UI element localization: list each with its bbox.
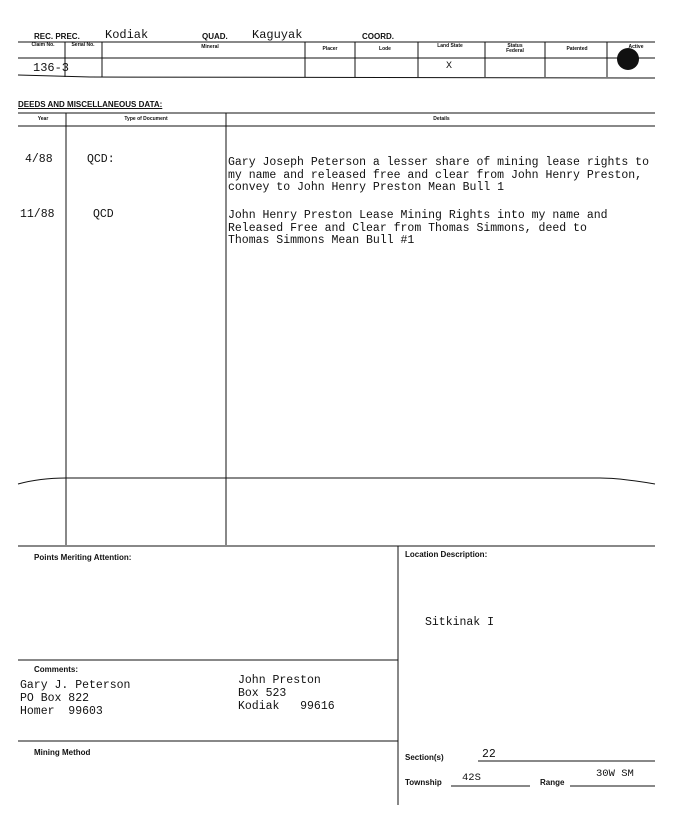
deeds-type-header: Type of Document [124, 116, 168, 122]
deeds-section-title: DEEDS AND MISCELLANEOUS DATA: [18, 100, 163, 109]
mining-method-label: Mining Method [34, 748, 91, 757]
location-description-label: Location Description: [405, 550, 488, 559]
deeds-details-header: Details [433, 116, 450, 122]
comments-left-address: Gary J. Peterson PO Box 822 Homer 99603 [20, 679, 131, 718]
deed-row-2-year: 11/88 [20, 208, 55, 221]
section-label: Section(s) [405, 753, 444, 762]
claim-no-value: 136-3 [33, 61, 70, 75]
deed-row-2-type: QCD [93, 208, 114, 221]
active-marker-dot [617, 48, 639, 70]
range-value: 30W SM [596, 768, 634, 780]
location-description-value: Sitkinak I [425, 616, 495, 629]
deed-row-1-year: 4/88 [25, 153, 53, 166]
deeds-year-header: Year [37, 116, 49, 122]
comments-right-address: John Preston Box 523 Kodiak 99616 [238, 674, 335, 713]
section-value: 22 [482, 748, 496, 761]
serial-no-header: Serial No. [71, 42, 95, 48]
township-value: 42S [462, 772, 481, 784]
status-federal-header: Status Federal [506, 43, 524, 54]
quad-value: Kaguyak [252, 28, 303, 42]
claim-no-header: Claim No. [31, 42, 55, 48]
rec-prec-value: Kodiak [105, 28, 149, 42]
lode-header: Lode [379, 46, 391, 52]
points-meriting-attention-label: Points Meriting Attention: [34, 553, 132, 562]
comments-label: Comments: [34, 665, 79, 674]
mineral-header: Mineral [201, 44, 219, 50]
deed-row-1-details: Gary Joseph Peterson a lesser share of mining lease rights to my name and released free and clear from John Henry Preston, convey to John Henry Preston Mean Bull 1 [228, 156, 649, 194]
rec-prec-label: REC. PREC. [34, 32, 80, 41]
placer-header: Placer [322, 46, 338, 52]
patented-header: Patented [566, 46, 588, 52]
active-header: Active [628, 44, 644, 50]
deed-row-2-details: John Henry Preston Lease Mining Rights into my name and Released Free and Clear from Thomas Simmons, deed to Thomas Simmons Mean Bull #1 [228, 209, 608, 247]
township-label: Township [405, 778, 442, 787]
coord-label: COORD. [362, 32, 394, 41]
range-label: Range [540, 778, 565, 787]
land-state-value: X [446, 61, 453, 72]
quad-label: QUAD. [202, 32, 228, 41]
land-state-header: Land State [437, 43, 463, 49]
deed-row-1-type: QCD: [87, 153, 115, 166]
